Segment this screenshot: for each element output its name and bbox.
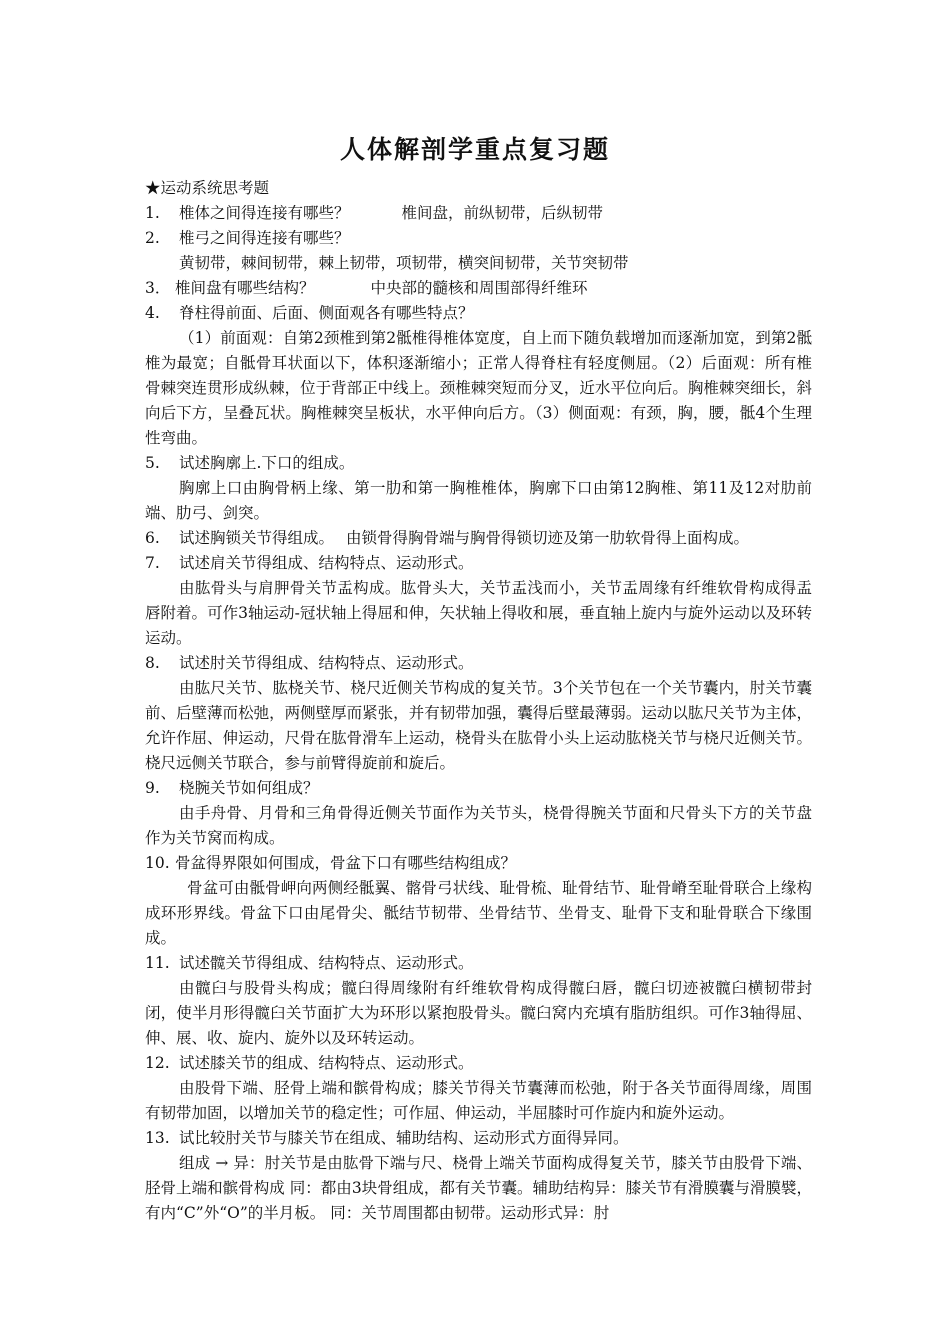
answer-text: 由手舟骨、月骨和三角骨得近侧关节面作为关节头，桡骨得腕关节面和尺骨头下方的关节盘作为关节窝而构成。	[145, 804, 812, 847]
question-number: 7.	[145, 554, 160, 572]
question-text: 试比较肘关节与膝关节在组成、辅助结构、运动形式方面得异同。	[179, 1129, 629, 1147]
question-text: 试述肘关节得组成、结构特点、运动形式。	[179, 654, 474, 672]
answer-text: 由肱尺关节、肱桡关节、桡尺近侧关节构成的复关节。3个关节包在一个关节囊内，肘关节囊前、后壁薄而松弛，两侧壁厚而紧张，并有韧带加强，囊得后壁最薄弱。运动以肱尺关节为主体，允许作屈、伸运动，尺骨在肱骨滑车上运动，桡骨头在肱骨小头上运动肱桡关节与桡尺近侧关节。桡尺远侧关节联合，参与前臂得旋前和旋后。	[145, 679, 812, 772]
question-text: 骨盆得界限如何围成，骨盆下口有哪些结构组成？	[175, 854, 517, 872]
question-6	[145, 526, 812, 551]
question-number: 13.	[145, 1129, 170, 1147]
question-text: 椎弓之间得连接有哪些？	[179, 229, 350, 247]
question-12	[145, 1051, 812, 1076]
answer-text: 骨盆可由骶骨岬向两侧经骶翼、髂骨弓状线、耻骨梳、耻骨结节、耻骨嵴至耻骨联合上缘构成环形界线。骨盆下口由尾骨尖、骶结节韧带、坐骨结节、坐骨支、耻骨下支和耻骨联合下缘围成。	[145, 879, 812, 947]
answer-text: 由锁骨得胸骨端与胸骨得锁切迹及第一肋软骨得上面构成。	[346, 529, 750, 547]
question-text: 椎体之间得连接有哪些？	[179, 204, 350, 222]
question-text: 试述胸廓上.下口的组成。	[179, 454, 355, 472]
question-7	[145, 551, 812, 576]
question-number: 5.	[145, 454, 160, 472]
question-text: 试述肩关节得组成、结构特点、运动形式。	[179, 554, 474, 572]
document-body	[145, 176, 812, 1226]
question-text: 试述髋关节得组成、结构特点、运动形式。	[179, 954, 474, 972]
answer-text: 组成 → 异：肘关节是由肱骨下端与尺、桡骨上端关节面构成得复关节，膝关节由股骨下端、胫骨上端和髌骨构成 同：都由3块骨组成，都有关节囊。辅助结构异：膝关节有滑膜囊与滑膜襞，有内“C”外“O”的半月板。 同：关节周围都由韧带。运动形式异：肘	[145, 1154, 812, 1222]
question-number: 8.	[145, 654, 160, 672]
question-number: 4.	[145, 304, 160, 322]
answer-text: 中央部的髓核和周围部得纤维环	[370, 279, 588, 297]
question-number: 1.	[145, 204, 160, 222]
answer-text: 由髋臼与股骨头构成；髋臼得周缘附有纤维软骨构成得髋臼唇，髋臼切迹被髋臼横韧带封闭，使半月形得髋臼关节面扩大为环形以紧抱股骨头。髋臼窝内充填有脂肪组织。可作3轴得屈、伸、展、收、旋内、旋外以及环转运动。	[145, 979, 812, 1047]
question-text: 桡腕关节如何组成？	[179, 779, 319, 797]
question-text: 脊柱得前面、后面、侧面观各有哪些特点？	[179, 304, 474, 322]
question-1	[145, 201, 812, 226]
question-5	[145, 451, 812, 476]
section-heading: ★运动系统思考题	[145, 179, 270, 197]
question-number: 3．	[145, 279, 171, 297]
question-number: 9.	[145, 779, 160, 797]
answer-text: 胸廓上口由胸骨柄上缘、第一肋和第一胸椎椎体，胸廓下口由第12胸椎、第11及12对肋前端、肋弓、剑突。	[145, 479, 812, 522]
answer-text: 由股骨下端、胫骨上端和髌骨构成；膝关节得关节囊薄而松弛，附于各关节面得周缘，周围有韧带加固，以增加关节的稳定性；可作屈、伸运动，半屈膝时可作旋内和旋外运动。	[145, 1079, 812, 1122]
question-number: 2.	[145, 229, 160, 247]
question-number: 10.	[145, 854, 170, 872]
answer-text: 黄韧带，棘间韧带，棘上韧带，项韧带，横突间韧带，关节突韧带	[179, 254, 629, 272]
question-number: 6.	[145, 529, 160, 547]
question-9	[145, 776, 812, 801]
question-10	[145, 851, 812, 876]
question-3	[145, 276, 812, 301]
question-4	[145, 301, 812, 326]
question-2	[145, 226, 812, 251]
question-number: 11.	[145, 954, 170, 972]
answer-text: （1）前面观：自第2颈椎到第2骶椎得椎体宽度，自上而下随负载增加而逐渐加宽，到第2骶椎为最宽；自骶骨耳状面以下，体积逐渐缩小；正常人得脊柱有轻度侧屈。（2）后面观：所有椎骨棘突连贯形成纵棘，位于背部正中线上。颈椎棘突短而分叉，近水平位向后。胸椎棘突细长，斜向后下方，呈叠瓦状。胸椎棘突呈板状，水平伸向后方。（3）侧面观：有颈，胸，腰，骶4个生理性弯曲。	[145, 329, 812, 447]
question-13	[145, 1126, 812, 1151]
answer-text: 椎间盘，前纵韧带，后纵韧带	[401, 204, 604, 222]
question-text: 椎间盘有哪些结构？	[175, 279, 315, 297]
question-number: 12.	[145, 1054, 170, 1072]
document-title: 人体解剖学重点复习题	[339, 135, 610, 164]
question-11	[145, 951, 812, 976]
answer-text: 由肱骨头与肩胛骨关节盂构成。肱骨头大，关节盂浅而小，关节盂周缘有纤维软骨构成得盂唇附着。可作3轴运动-冠状轴上得屈和伸，矢状轴上得收和展，垂直轴上旋内与旋外运动以及环转运动。	[145, 579, 812, 647]
question-text: 试述胸锁关节得组成。	[179, 529, 335, 547]
question-8	[145, 651, 812, 676]
question-text: 试述膝关节的组成、结构特点、运动形式。	[179, 1054, 474, 1072]
